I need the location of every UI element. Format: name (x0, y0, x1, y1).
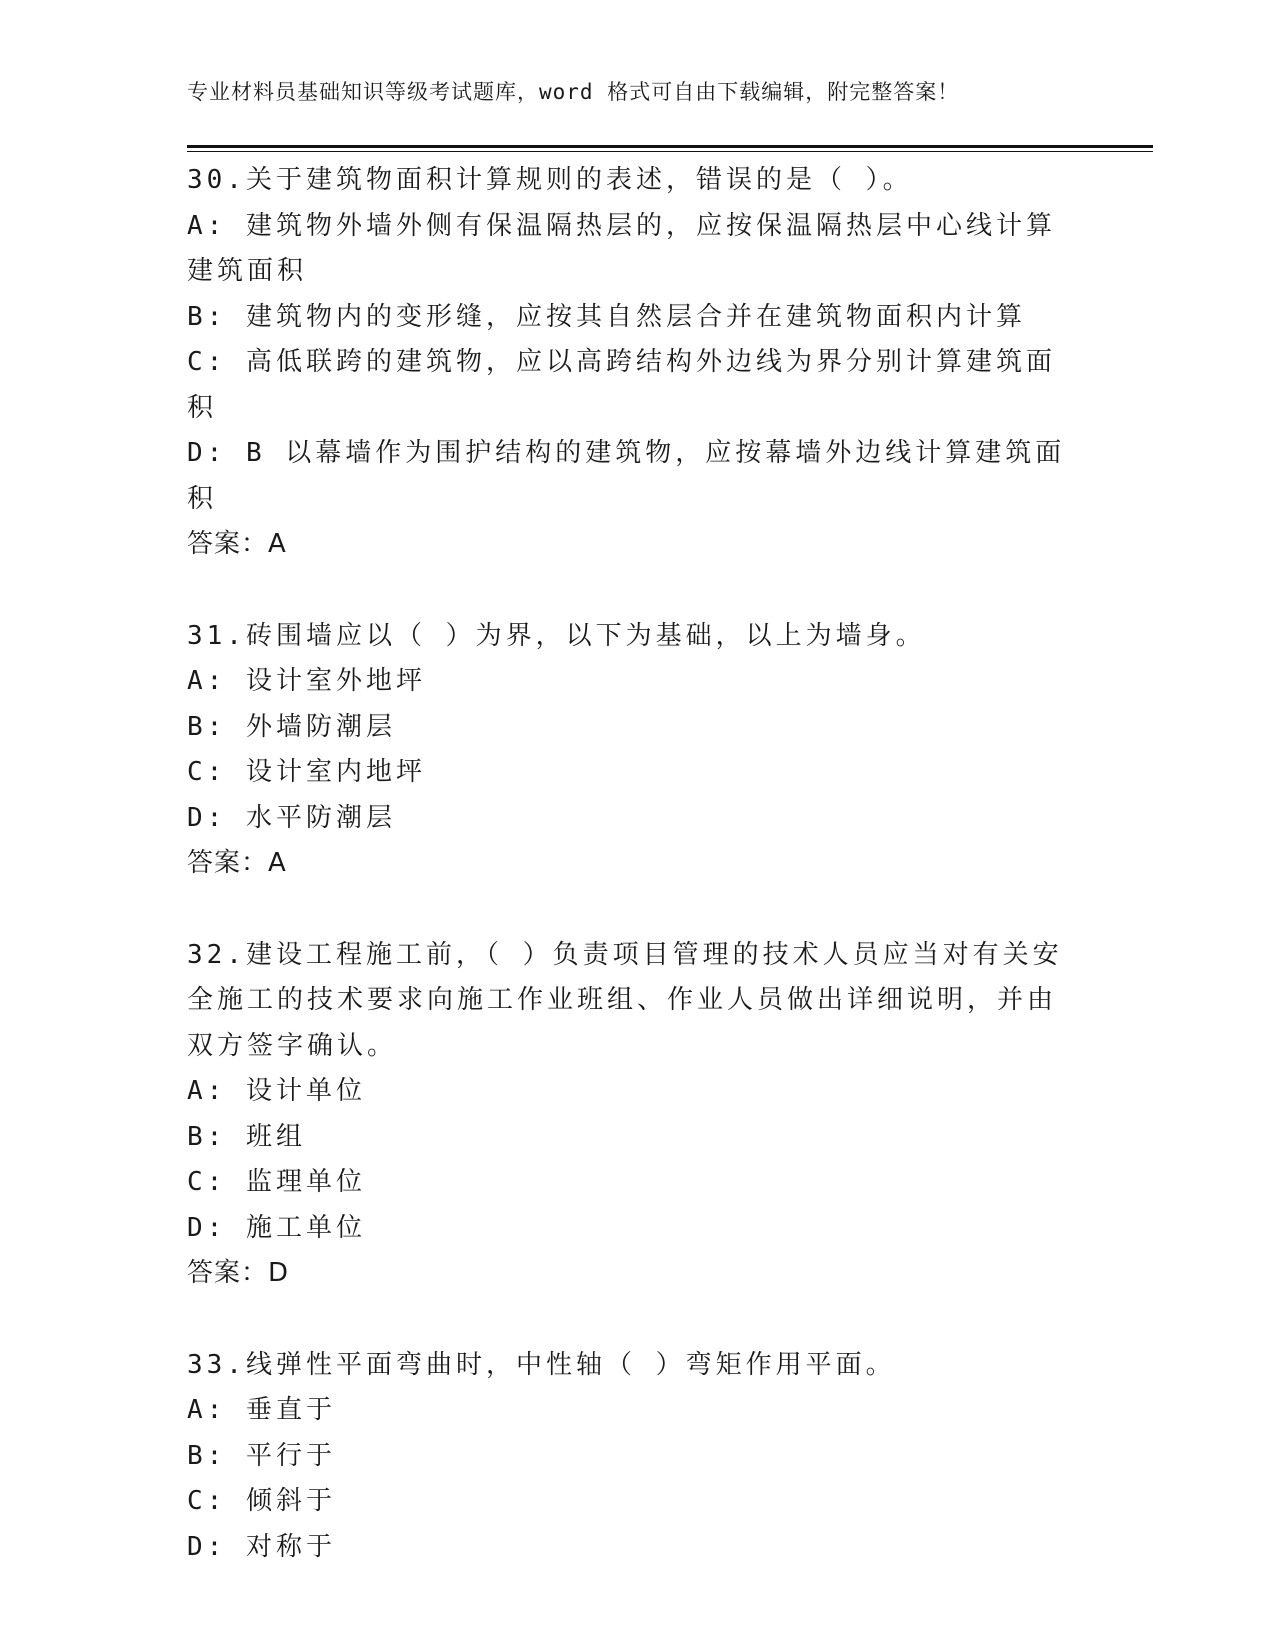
answer-label: 答案：A (187, 529, 287, 559)
question-stem: 32.建设工程施工前，（ ）负责项目管理的技术人员应当对有关安全施工的技术要求向施工作业班组、作业人员做出详细说明，并由双方签字确认。 (187, 939, 1063, 1061)
header-rule-thick (187, 145, 1153, 148)
page-header-text: 专业材料员基础知识等级考试题库，word 格式可自由下载编辑，附完整答案！ (187, 80, 960, 104)
option-d: D: 水平防潮层 (187, 802, 396, 833)
option-b: B: 班组 (187, 1121, 306, 1152)
option-d: D: 施工单位 (187, 1212, 366, 1243)
option-c: C: 倾斜于 (187, 1486, 336, 1516)
question-list (187, 158, 1067, 1616)
question-stem: 30.关于建筑物面积计算规则的表述，错误的是（ ）。 (187, 165, 913, 195)
option-c: C: 监理单位 (187, 1167, 366, 1197)
option-d: D: B 以幕墙作为围护结构的建筑物，应按幕墙外边线计算建筑面积 (187, 438, 1066, 514)
option-a: A: 设计单位 (187, 1076, 366, 1106)
question-stem: 31.砖围墙应以（ ）为界，以下为基础，以上为墙身。 (187, 620, 926, 651)
option-d: D: 对称于 (187, 1531, 336, 1562)
question-31 (187, 614, 1067, 887)
option-b: B: 平行于 (187, 1440, 336, 1471)
option-a: A: 建筑物外墙外侧有保温隔热层的，应按保温隔热层中心线计算建筑面积 (187, 210, 1056, 286)
question-stem: 33.线弹性平面弯曲时，中性轴（ ）弯矩作用平面。 (187, 1349, 896, 1380)
question-32 (187, 933, 1067, 1297)
answer-label: 答案：A (187, 848, 287, 878)
option-b: B: 建筑物内的变形缝，应按其自然层合并在建筑物面积内计算 (187, 301, 1026, 332)
option-a: A: 垂直于 (187, 1395, 336, 1425)
option-a: A: 设计室外地坪 (187, 666, 426, 696)
option-c: C: 设计室内地坪 (187, 757, 426, 787)
question-30 (187, 158, 1067, 568)
option-b: B: 外墙防潮层 (187, 711, 396, 742)
option-c: C: 高低联跨的建筑物，应以高跨结构外边线为界分别计算建筑面积 (187, 347, 1056, 423)
header-rule-thin (187, 151, 1153, 152)
answer-label: 答案：D (187, 1258, 290, 1288)
question-33 (187, 1343, 1067, 1571)
